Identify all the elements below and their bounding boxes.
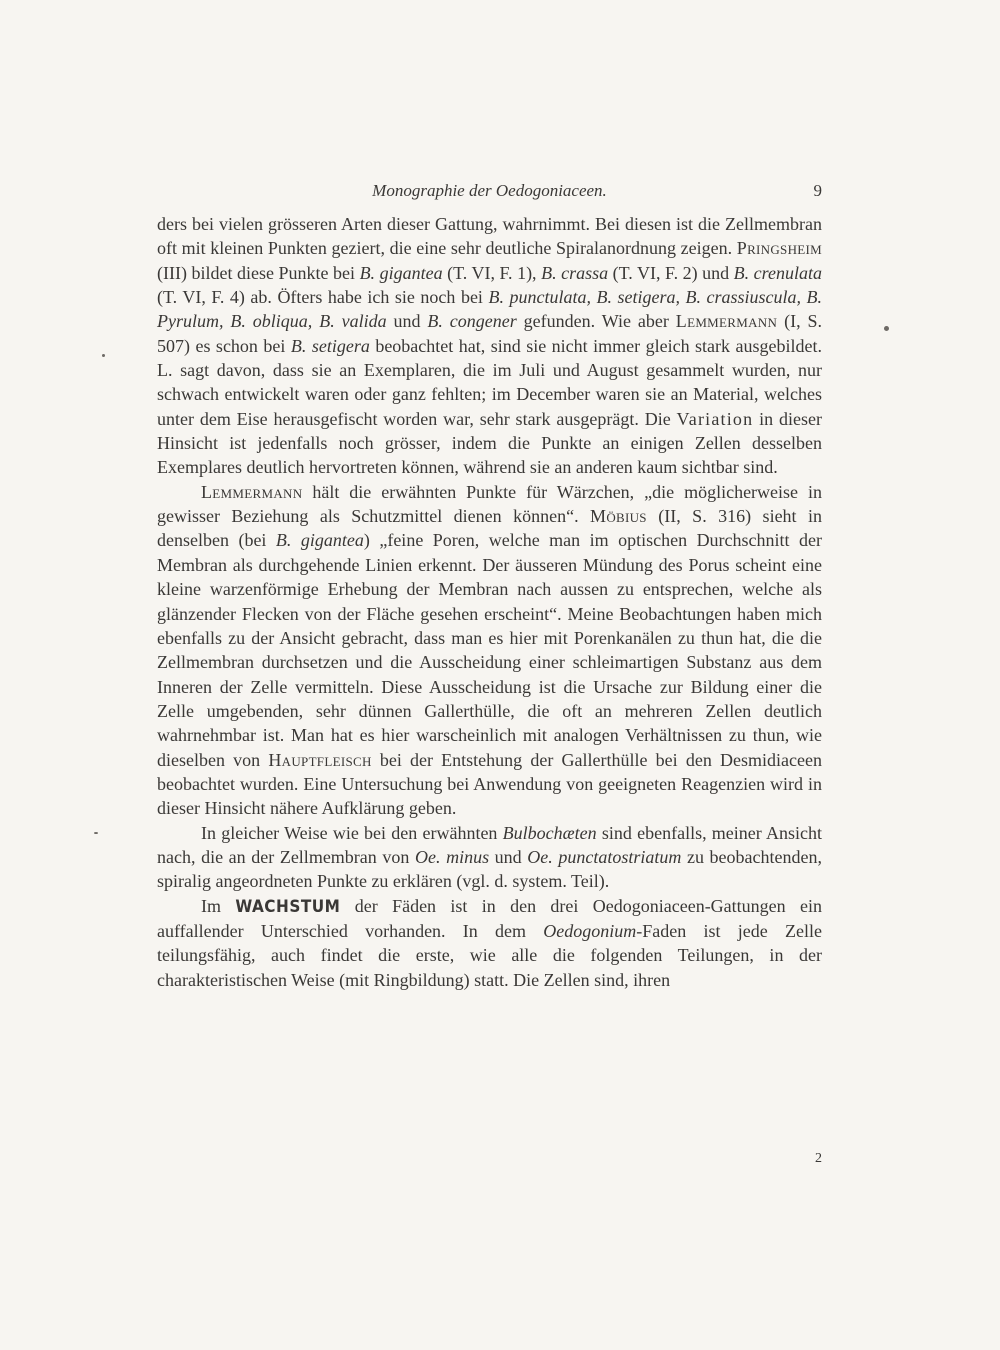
text-run: (T. VI, F. 4) ab. Öfters habe ich sie noch bei [157,287,489,308]
text-run: (II, S. 316) sieht in denselben (bei [157,506,822,551]
paragraph [157,480,822,821]
text-run: (T. VI, F. 1), [442,262,542,283]
paragraph [157,821,822,894]
text-run: bei der Entstehung der Gallerthülle bei den Desmidiaceen beobachtet wurden. Eine Untersuchung bei Anwendung von geeigneten Reagenzien wird in dieser Hinsicht nähere Aufklärung geben. [157,749,822,819]
italic-run: Bulbochæten [502,822,597,843]
author-name: Lemmermann [675,311,778,332]
text-run: In gleicher Weise wie bei den erwähnten [201,822,503,843]
scan-speck [884,326,889,331]
running-title: Monographie der Oedogoniaceen. [372,181,607,200]
spaced-run: Variation [676,408,754,429]
italic-run: B. crenulata [733,262,822,283]
text-run: -Faden ist jede Zelle teilungsfähig, auch findet die erste, wie alle die folgenden Teilungen, in der charakteristischen Weise (mit Ringbildung) statt. Die Zellen sind, ihren [157,920,822,990]
text-run: hält die erwähnten Punkte für Wärzchen, „die möglicherweise in gewisser Beziehung als Schutzmittel dienen können“. [157,481,822,527]
text-run: und [489,846,528,867]
text-run: zu beobachtenden, spiralig angeordneten Punkte zu erklären (vgl. d. system. Teil). [157,846,823,892]
text-run: und [386,311,428,332]
sheet-signature: 2 [815,1151,822,1166]
text-run: ders bei vielen grösseren Arten dieser Gattung, wahrnimmt. Bei diesen ist die Zellmembran oft mit kleinen Punkten geziert, die eine sehr deutliche Spiralanordnung zeigen. [157,214,822,259]
italic-run: Oe. punctatostriatum [527,846,682,867]
text-run: ) „feine Poren, welche man im optischen Durchschnitt der Membran als durchgehende Linien erkennt. Der äusseren Mündung des Porus scheint eine kleine warzenförmige Erhebung der Membran nach aussen zu entsprechen, welche als glänzender Flecken von der Fläche gesehen erscheint“. Meine Beobachtungen haben mich ebenfalls zu der Ansicht gebracht, dass man es hier mit Porenkanälen zu thun hat, die die Zellmembran durchsetzen und die Ausscheidung einer schleimartigen Substanz aus dem Inneren der Zelle vermitteln. Diese Ausscheidung ist die Ursache zur Bildung einer die Zelle umgebenden, sehr dünnen Gallerthülle, die oft an mehreren Zellen deutlich wahrnehmbar ist. Man hat es hier warscheinlich mit analogen Verhältnissen zu thun, wie dieselben von [157,530,822,770]
text-run: gefunden. Wie aber [516,311,676,332]
author-name: Lemmermann [201,481,303,502]
page-number: 9 [813,181,822,200]
paragraph [157,894,822,992]
scan-speck [102,354,105,357]
italic-run: B. crassa [541,262,609,283]
italic-run: B. punctulata, B. setigera, B. crassiuscula, B. Pyrulum, B. obliqua, B. valida [157,287,822,332]
author-name: Möbius [590,506,647,527]
italic-run: B. setigera [290,335,370,356]
italic-run: B. congener [427,311,517,332]
text-run: (III) bildet diese Punkte bei [157,262,360,283]
scan-speck [94,832,98,834]
italic-run: Oedogonium [543,920,637,941]
text-run: beobachtet hat, sind sie nicht immer gleich stark ausgebildet. L. sagt davon, dass sie an Exemplaren, die im Juli und August gesammelt wurden, nur schwach entwickelt waren oder ganz fehlten; im December waren sie an Material, welches unter dem Eise herausgefischt worden war, sehr stark ausgeprägt. Die [157,335,822,429]
paragraph [157,212,822,480]
body-text [157,212,822,992]
text-run: in dieser Hinsicht ist jedenfalls noch grösser, indem die Punkte an einigen Zellen desselben Exemplares deutlich hervortreten können, während sie an anderen kaum sichtbar sind. [157,408,822,478]
section-keyword: WACHSTUM [235,896,341,917]
text-run: der Fäden ist in den drei Oedogoniaceen-Gattungen ein auffallender Unterschied vorhanden. In dem [157,895,822,941]
running-head [157,180,822,202]
text-run: (T. VI, F. 2) und [608,262,734,283]
italic-run: Oe. minus [414,846,490,867]
author-name: Pringsheim [736,238,822,259]
text-run: sind ebenfalls, meiner Ansicht nach, die an der Zellmembran von [157,822,822,867]
italic-run: B. gigantea [275,530,364,551]
italic-run: B. gigantea [359,262,443,283]
text-run: (I, S. 507) es schon bei [157,311,822,356]
text-run: Im [201,895,236,916]
author-name: Hauptfleisch [268,749,372,770]
